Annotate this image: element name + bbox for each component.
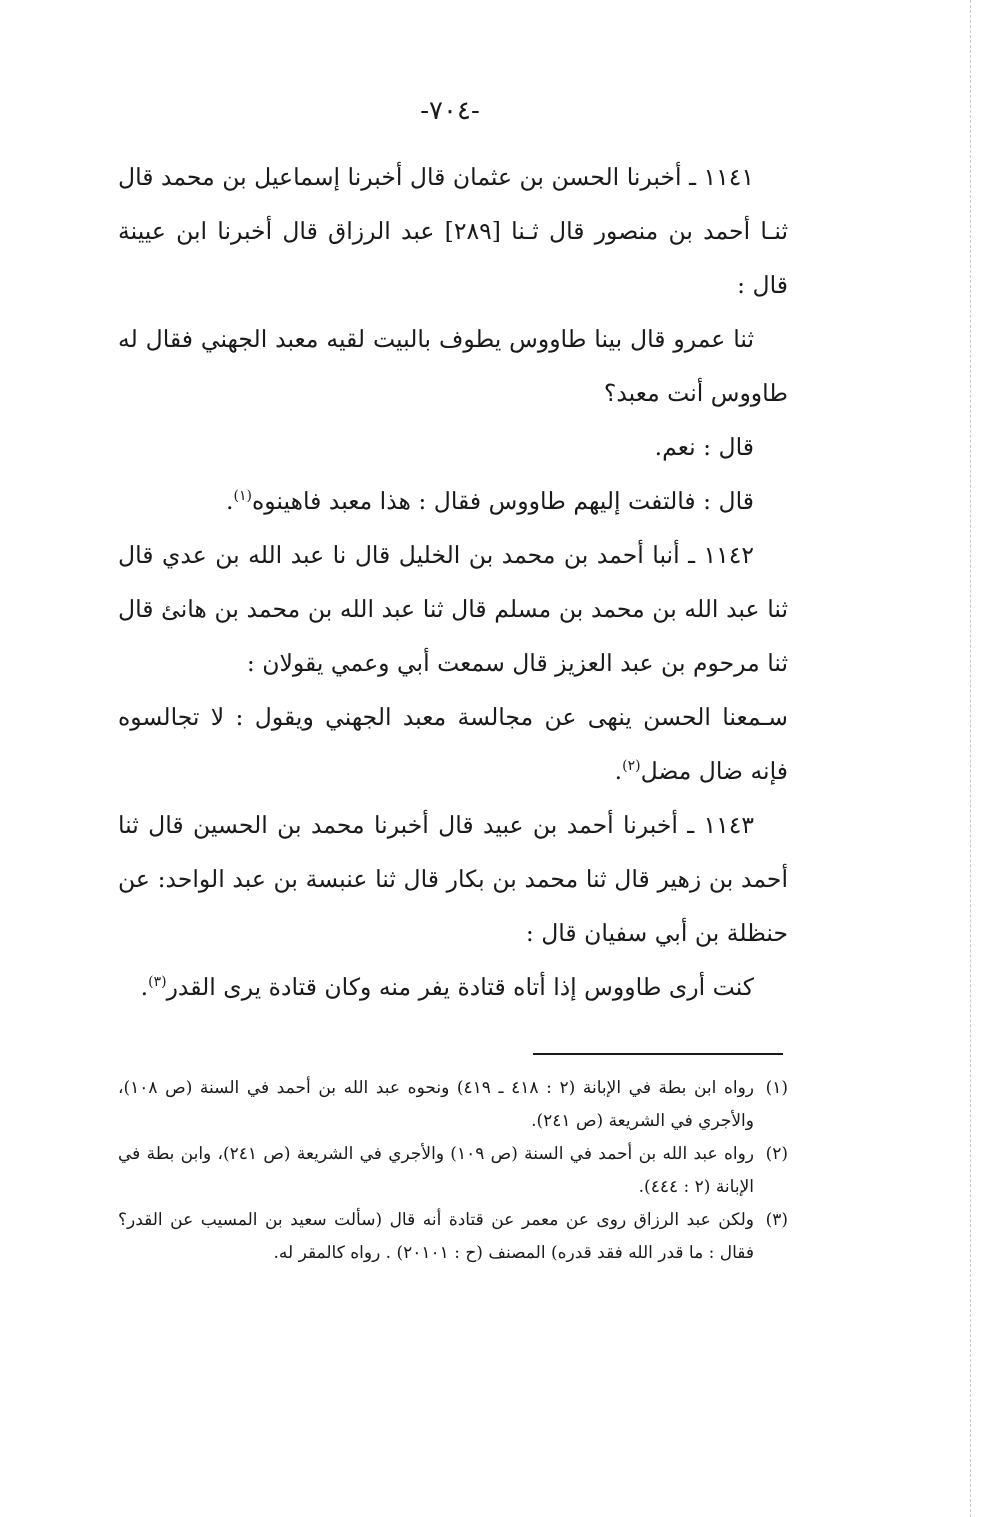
footnotes [118, 1072, 788, 1270]
paragraph-hadith-1142-text: سـمعنا الحسن ينهى عن مجالسة معبد الجهني ويقول : لا تجالسوه فإنه ضال مضل$^{(٢)}$. [118, 703, 788, 785]
paragraph-hadith-1142: ١١٤٢ ـ أنبا أحمد بن محمد بن الخليل قال نا عبد الله بن عدي قال ثنا عبد الله بن محمد بن مسلم قال ثنا عبد الله بن محمد بن هانئ قال ثنا مرحوم بن عبد العزيز قال سمعت أبي وعمي يقولان : [118, 541, 788, 677]
page-number: -٧٠٤- [420, 96, 480, 126]
footnote-ref-1[interactable]: (١) [233, 488, 252, 505]
scan-edge-line [969, 0, 971, 1517]
paragraph-tawus-statement-text: قال : فالتفت إليهم طاووس فقال : هذا معبد فاهينوه [251, 487, 754, 515]
paragraph-hadith-1141-text: ثنا عمرو قال بينا طاووس يطوف بالبيت لقيه معبد الجهني فقال له طاووس أنت معبد؟ [118, 325, 788, 407]
footnote-1 [118, 1072, 788, 1138]
footnote-ref-2[interactable]: (٢) [622, 758, 641, 775]
paragraph-tawus-statement: قال : فالتفت إليهم طاووس فقال : هذا معبد فاهينوه$^{(١)}$. [226, 487, 754, 515]
paragraph-hadith-1143: ١١٤٣ ـ أخبرنا أحمد بن عبيد قال أخبرنا محمد بن الحسين قال ثنا أحمد بن زهير قال ثنا محمد بن بكار قال ثنا عنبسة بن عبد الواحد: عن حنظلة بن أبي سفيان قال : [118, 811, 788, 947]
main-text [118, 150, 788, 1014]
footnote-number: (٣) [765, 1210, 788, 1230]
footnote-number: (٢) [765, 1144, 788, 1164]
footnote-3 [118, 1204, 788, 1270]
footnote-separator [533, 1053, 783, 1055]
footnote-ref-3[interactable]: (٣) [148, 974, 167, 991]
paragraph-hadith-1141: ١١٤١ ـ أخبرنا الحسن بن عثمان قال أخبرنا إسماعيل بن محمد قال ثنـا أحمد بن منصور قال ثـنا [٢٨٩] عبد الرزاق قال أخبرنا ابن عيينة قال : [118, 163, 789, 299]
footnote-2 [118, 1138, 788, 1204]
footnote-text: رواه عبد الله بن أحمد في السنة (ص ١٠٩) والأجري في الشريعة (ص ٢٤١)، وابن بطة في الإبانة (٢ : ٤٤٤). [118, 1144, 754, 1197]
paragraph-reply: قال : نعم. [654, 433, 754, 461]
paragraph-hadith-1143-text-body: كنت أرى طاووس إذا أتاه قتادة يفر منه وكان قتادة يرى القدر [166, 973, 754, 1001]
paragraph-hadith-1143-text: كنت أرى طاووس إذا أتاه قتادة يفر منه وكان قتادة يرى القدر$^{(٣)}$. [140, 973, 754, 1001]
paragraph-hadith-1142-text-body: سـمعنا الحسن ينهى عن مجالسة معبد الجهني ويقول : لا تجالسوه فإنه ضال مضل [118, 703, 788, 785]
footnote-text: رواه ابن بطة في الإبانة (٢ : ٤١٨ ـ ٤١٩) ونحوه عبد الله بن أحمد في السنة (ص ١٠٨)، والأجري في الشريعة (ص ٢٤١). [118, 1078, 754, 1131]
footnote-text: ولكن عبد الرزاق روى عن معمر عن قتادة أنه قال (سألت سعيد بن المسيب عن القدر؟ فقال : ما قدر الله فقد قدره) المصنف (ح : ٢٠١٠١) . رواه كالمقر له. [118, 1210, 754, 1263]
footnote-number: (١) [765, 1078, 788, 1098]
